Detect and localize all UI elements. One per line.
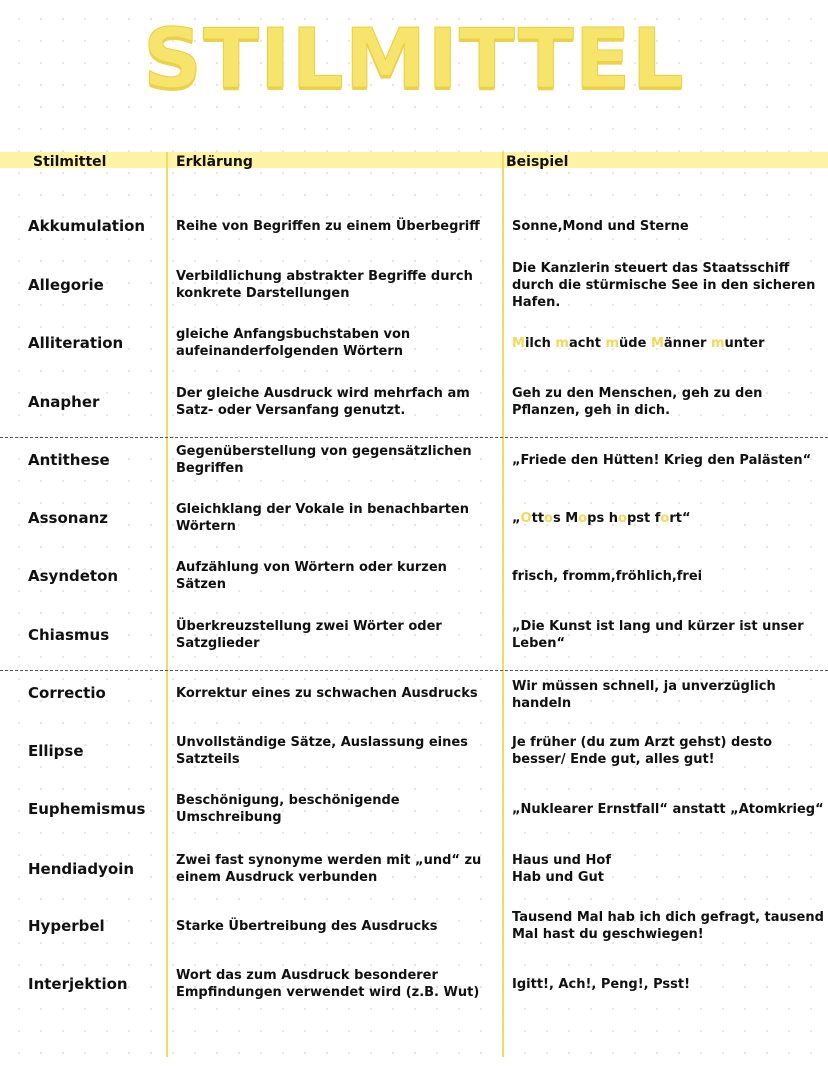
explanation-cell: Gleichklang der Vokale in benachbarten Wörtern — [176, 502, 470, 534]
term-cell: Akkumulation — [28, 216, 146, 235]
explanation-cell: Starke Übertreibung des Ausdrucks — [176, 918, 438, 934]
table-row — [0, 840, 828, 898]
example-cell: Sonne,Mond und Sterne — [512, 218, 689, 234]
explanation-cell: Verbildlichung abstrakter Begriffe durch konkrete Darstellungen — [176, 269, 473, 301]
page-title: STILMITTEL — [143, 12, 685, 107]
table-row — [0, 431, 828, 489]
term-cell: Asyndeton — [28, 566, 119, 585]
column-header-stilmittel: Stilmittel — [33, 154, 107, 170]
example-cell: Wir müssen schnell, ja unverzüglich handeln — [512, 679, 776, 711]
example-cell: Je früher (du zum Arzt gehst) desto besser/ Ende gut, alles gut! — [512, 735, 773, 767]
explanation-cell: Beschönigung, beschönigende Umschreibung — [176, 793, 400, 825]
explanation-cell: Aufzählung von Wörtern oder kurzen Sätzen — [176, 560, 447, 592]
example-cell: „Nuklearer Ernstfall“ anstatt „Atomkrieg“ — [512, 801, 824, 817]
example-cell: Igitt!, Ach!, Peng!, Psst! — [512, 976, 691, 992]
term-cell: Assonanz — [28, 508, 108, 527]
explanation-cell: Überkreuzstellung zwei Wörter oder Satzglieder — [176, 619, 442, 651]
term-cell: Allegorie — [28, 275, 104, 294]
term-cell: Anapher — [28, 392, 100, 411]
table-row — [0, 547, 828, 605]
example-cell: Haus und Hof Hab und Gut — [512, 853, 611, 885]
term-cell: Alliteration — [28, 333, 124, 352]
table-row — [0, 256, 828, 314]
example-cell — [512, 489, 826, 547]
explanation-cell: Gegenüberstellung von gegensätzlichen Begriffen — [176, 444, 472, 476]
explanation-cell: Zwei fast synonyme werden mit „und“ zu einem Ausdruck verbunden — [176, 853, 482, 885]
term-cell: Hendiadyoin — [28, 859, 135, 878]
example-text: „Ottos Mops hopst fort“ — [512, 510, 691, 526]
example-cell — [512, 314, 826, 372]
term-cell: Euphemismus — [28, 799, 146, 818]
header-bar — [0, 152, 828, 168]
example-cell: Tausend Mal hab ich dich gefragt, tausend Mal hast du geschwiegen! — [512, 910, 824, 942]
table-row — [0, 955, 828, 1013]
table-row — [0, 722, 828, 780]
table-row — [0, 897, 828, 955]
table-row — [0, 373, 828, 431]
table-row — [0, 664, 828, 722]
table-row — [0, 606, 828, 664]
example-cell: Die Kanzlerin steuert das Staatsschiff durch die stürmische See in den sicheren Hafen. — [512, 260, 816, 310]
term-cell: Interjektion — [28, 974, 128, 993]
explanation-cell: Reihe von Begriffen zu einem Überbegriff — [176, 218, 480, 234]
term-cell: Chiasmus — [28, 625, 110, 644]
table-row — [0, 197, 828, 255]
example-cell: Geh zu den Menschen, geh zu den Pflanzen, geh in dich. — [512, 386, 763, 418]
explanation-cell: gleiche Anfangsbuchstaben von aufeinanderfolgenden Wörtern — [176, 327, 411, 359]
explanation-cell: Der gleiche Ausdruck wird mehrfach am Satz- oder Versanfang genutzt. — [176, 386, 470, 418]
explanation-cell: Korrektur eines zu schwachen Ausdrucks — [176, 685, 478, 701]
term-cell: Antithese — [28, 450, 110, 469]
explanation-cell: Wort das zum Ausdruck besonderer Empfindungen verwendet wird (z.B. Wut) — [176, 968, 480, 1000]
column-header-erklaerung: Erklärung — [176, 154, 253, 170]
example-cell: „Die Kunst ist lang und kürzer ist unser Leben“ — [512, 619, 804, 651]
column-header-beispiel: Beispiel — [506, 154, 569, 170]
example-cell: frisch, fromm,fröhlich,frei — [512, 568, 703, 584]
term-cell: Correctio — [28, 683, 106, 702]
table-row — [0, 489, 828, 547]
term-cell: Hyperbel — [28, 916, 105, 935]
example-cell: „Friede den Hütten! Krieg den Palästen“ — [512, 452, 812, 468]
table-row — [0, 780, 828, 838]
explanation-cell: Unvollständige Sätze, Auslassung eines Satzteils — [176, 735, 468, 767]
table-row — [0, 314, 828, 372]
term-cell: Ellipse — [28, 741, 84, 760]
example-text: Milch macht müde Männer munter — [512, 335, 765, 351]
